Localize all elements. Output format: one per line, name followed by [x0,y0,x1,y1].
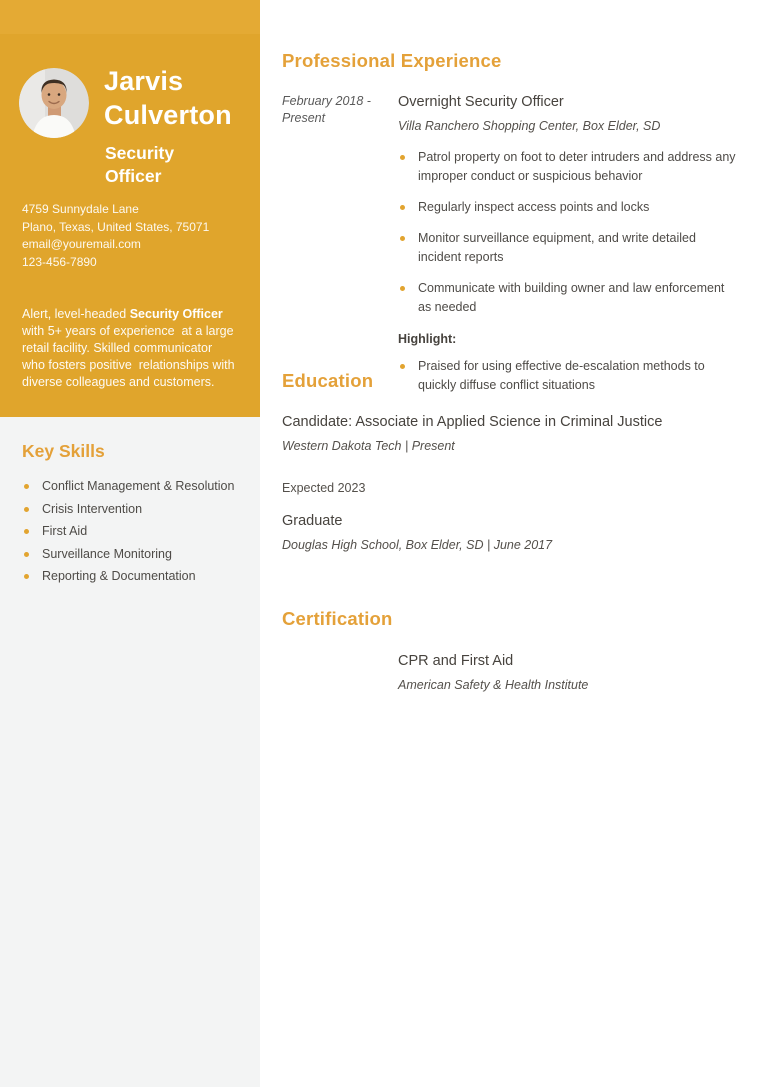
summary-suffix: with 5+ years of experience at a large retail facility. Skilled communicator who fosters positive relationships with diverse colleagues and customers. [22,307,239,389]
contact-email: email@youremail.com [22,237,141,251]
education-degree: Graduate [282,513,343,529]
duty-item: Communicate with building owner and law enforcement as needed [398,279,740,317]
skill-item: Surveillance Monitoring [22,548,247,561]
education-expected-note: Expected 2023 [282,481,366,495]
experience-entry [282,93,740,407]
experience-date: February 2018 - Present [282,94,371,125]
experience-heading: Professional Experience [282,50,502,71]
certification-entry [398,652,740,694]
experience-job-title: Overnight Security Officer [398,94,564,110]
experience-details [398,93,740,407]
certification-issuer: American Safety & Health Institute [398,678,589,692]
duty-item: Patrol property on foot to deter intruders and address any improper conduct or suspicious behavior [398,148,740,186]
highlight-item: Praised for using effective de-escalation methods to quickly diffuse conflict situations [398,357,740,395]
education-entry [282,413,740,455]
contact-address-line1: 4759 Sunnydale Lane [22,202,139,216]
duty-item: Monitor surveillance equipment, and write detailed incident reports [398,229,740,267]
certification-title: CPR and First Aid [398,653,514,669]
avatar [19,68,89,138]
key-skills-heading: Key Skills [22,441,105,461]
certification-heading: Certification [282,608,393,629]
experience-duties-list [398,148,740,317]
duty-item: Regularly inspect access points and locks [398,198,740,217]
skill-item: First Aid [22,525,247,538]
highlight-label: Highlight: [398,332,457,346]
experience-company: Villa Ranchero Shopping Center, Box Elder, SD [398,119,661,133]
contact-address-line2: Plano, Texas, United States, 75071 [22,219,210,234]
education-degree: Candidate: Associate in Applied Science in Criminal Justice [282,414,663,430]
candidate-job-title: Security Officer [105,143,175,186]
sidebar-top-band [0,0,260,34]
candidate-name: Jarvis Culverton [104,66,232,130]
profile-summary [22,306,237,391]
person-photo-icon [19,68,89,138]
education-school: Western Dakota Tech | Present [282,439,455,453]
contact-phone: 123-456-7890 [22,254,97,269]
summary-prefix: Alert, level-headed [22,307,130,321]
contact-block [22,201,242,271]
skill-item: Crisis Intervention [22,503,247,516]
skill-item: Conflict Management & Resolution [22,480,247,493]
highlight-list [398,357,740,395]
summary-bold-role: Security Officer [129,307,223,321]
skills-list [22,480,247,593]
education-heading: Education [282,370,374,391]
education-entry [282,512,740,554]
skill-item: Reporting & Documentation [22,570,247,583]
education-school: Douglas High School, Box Elder, SD | June 2017 [282,538,553,552]
